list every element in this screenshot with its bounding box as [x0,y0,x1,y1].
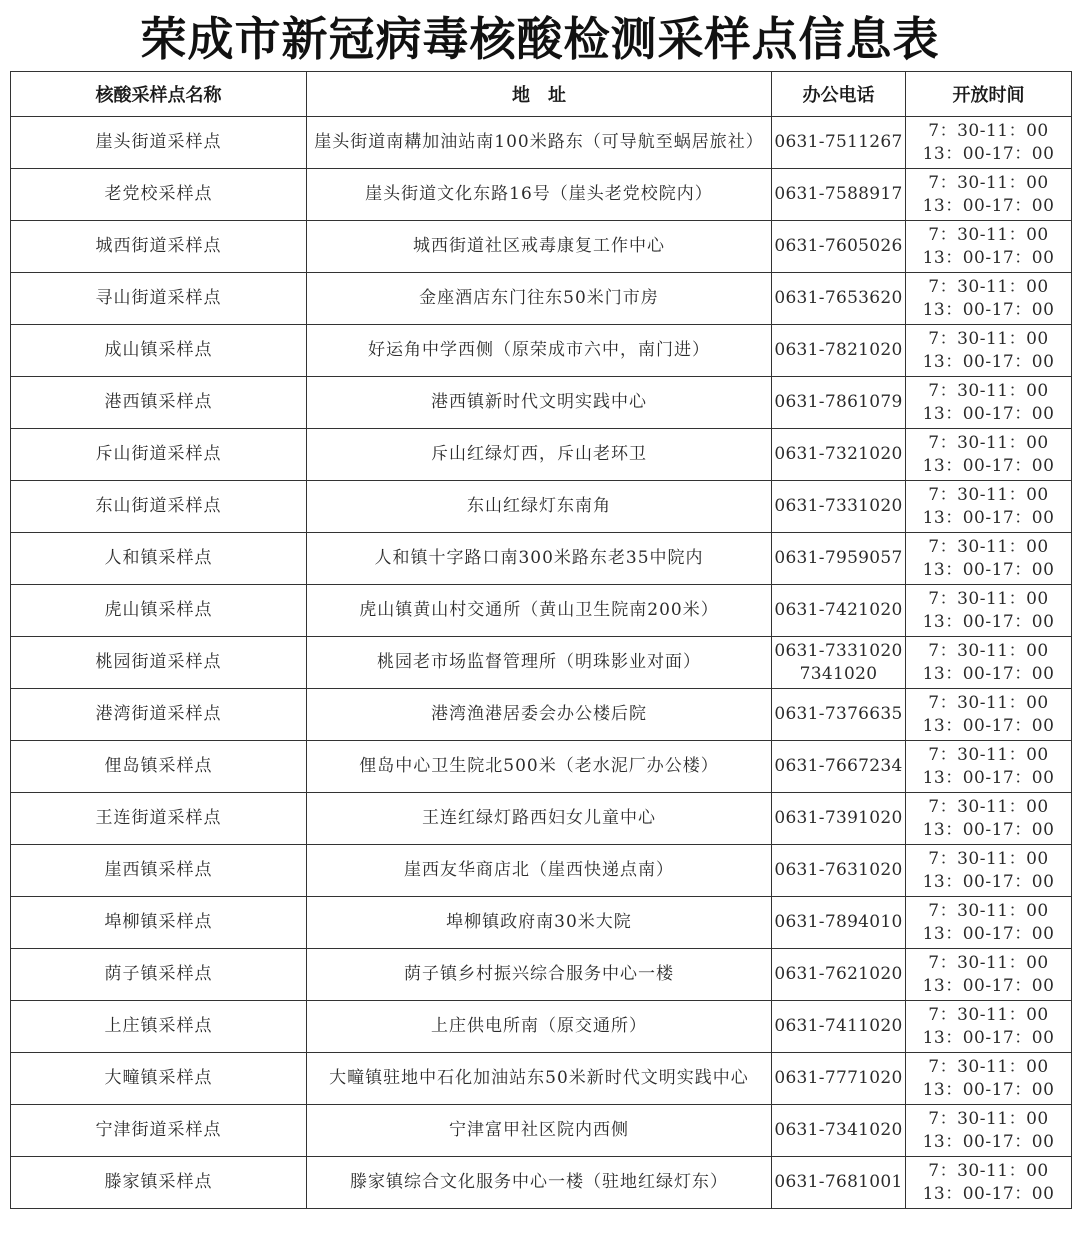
site-address: 好运角中学西侧（原荣成市六中，南门进） [307,325,772,377]
site-name: 港湾街道采样点 [11,689,307,741]
table-row [11,1001,1072,1053]
table-row [11,481,1072,533]
site-hours [906,689,1072,741]
morning-hours: 7：30-11：00 [928,380,1049,401]
header-name: 核酸采样点名称 [11,72,307,117]
site-name: 桃园街道采样点 [11,637,307,689]
site-name: 人和镇采样点 [11,533,307,585]
morning-hours: 7：30-11：00 [928,692,1049,713]
phone-number: 0631-7341020 [774,1120,903,1140]
page-title: 荣成市新冠病毒核酸检测采样点信息表 [140,12,940,66]
phone-number: 0631-7631020 [774,860,903,880]
site-phone [772,689,906,741]
morning-hours: 7：30-11：00 [928,172,1049,193]
site-name: 斥山街道采样点 [11,429,307,481]
table-row [11,1053,1072,1105]
site-hours [906,169,1072,221]
table-row [11,845,1072,897]
table-row [11,1105,1072,1157]
site-name: 成山镇采样点 [11,325,307,377]
site-address: 宁津富甲社区院内西侧 [307,1105,772,1157]
site-name: 崖西镇采样点 [11,845,307,897]
afternoon-hours: 13：00-17：00 [922,975,1055,996]
site-address: 滕家镇综合文化服务中心一楼（驻地红绿灯东） [307,1157,772,1209]
site-phone [772,429,906,481]
afternoon-hours: 13：00-17：00 [922,351,1055,372]
phone-number: 0631-7821020 [774,340,903,360]
morning-hours: 7：30-11：00 [928,588,1049,609]
phone-number: 0631-7376635 [774,704,903,724]
table-row [11,169,1072,221]
morning-hours: 7：30-11：00 [928,640,1049,661]
site-hours [906,637,1072,689]
table-row [11,637,1072,689]
morning-hours: 7：30-11：00 [928,796,1049,817]
site-address: 王连红绿灯路西妇女儿童中心 [307,793,772,845]
phone-number: 0631-7681001 [774,1172,903,1192]
afternoon-hours: 13：00-17：00 [922,1131,1055,1152]
table-row [11,897,1072,949]
afternoon-hours: 13：00-17：00 [922,611,1055,632]
afternoon-hours: 13：00-17：00 [922,1027,1055,1048]
morning-hours: 7：30-11：00 [928,328,1049,349]
afternoon-hours: 13：00-17：00 [922,299,1055,320]
site-hours [906,117,1072,169]
afternoon-hours: 13：00-17：00 [922,663,1055,684]
table-row [11,325,1072,377]
header-phone: 办公电话 [772,72,906,117]
site-address: 城西街道社区戒毒康复工作中心 [307,221,772,273]
site-hours [906,1157,1072,1209]
phone-number: 0631-7321020 [774,444,903,464]
site-address: 人和镇十字路口南300米路东老35中院内 [307,533,772,585]
afternoon-hours: 13：00-17：00 [922,507,1055,528]
site-address: 港湾渔港居委会办公楼后院 [307,689,772,741]
site-address: 崖头街道南耩加油站南100米路东（可导航至蜗居旅社） [307,117,772,169]
morning-hours: 7：30-11：00 [928,224,1049,245]
table-row [11,221,1072,273]
afternoon-hours: 13：00-17：00 [922,455,1055,476]
site-phone [772,481,906,533]
table-header-row [11,72,1072,117]
morning-hours: 7：30-11：00 [928,276,1049,297]
site-address: 荫子镇乡村振兴综合服务中心一楼 [307,949,772,1001]
afternoon-hours: 13：00-17：00 [922,247,1055,268]
phone-number: 0631-7588917 [774,184,903,204]
site-phone [772,897,906,949]
site-hours [906,429,1072,481]
afternoon-hours: 13：00-17：00 [922,403,1055,424]
table-body [11,117,1072,1209]
site-phone [772,1157,906,1209]
site-name: 寻山街道采样点 [11,273,307,325]
site-address: 斥山红绿灯西，斥山老环卫 [307,429,772,481]
phone-number: 7341020 [799,663,878,684]
afternoon-hours: 13：00-17：00 [922,559,1055,580]
site-address: 港西镇新时代文明实践中心 [307,377,772,429]
site-name: 宁津街道采样点 [11,1105,307,1157]
phone-number: 0631-7605026 [774,236,903,256]
site-address: 崖头街道文化东路16号（崖头老党校院内） [307,169,772,221]
site-hours [906,221,1072,273]
morning-hours: 7：30-11：00 [928,1004,1049,1025]
morning-hours: 7：30-11：00 [928,484,1049,505]
phone-number: 0631-7421020 [774,600,903,620]
table-row [11,1157,1072,1209]
table-row [11,533,1072,585]
site-phone [772,377,906,429]
site-hours [906,741,1072,793]
morning-hours: 7：30-11：00 [928,848,1049,869]
site-name: 上庄镇采样点 [11,1001,307,1053]
morning-hours: 7：30-11：00 [928,1160,1049,1181]
phone-number: 0631-7621020 [774,964,903,984]
site-phone [772,949,906,1001]
afternoon-hours: 13：00-17：00 [922,923,1055,944]
site-name: 俚岛镇采样点 [11,741,307,793]
site-hours [906,533,1072,585]
phone-number: 0631-7861079 [774,392,903,412]
morning-hours: 7：30-11：00 [928,536,1049,557]
site-phone [772,741,906,793]
site-address: 俚岛中心卫生院北500米（老水泥厂办公楼） [307,741,772,793]
morning-hours: 7：30-11：00 [928,120,1049,141]
phone-number: 0631-7511267 [774,132,903,152]
phone-number: 0631-7667234 [774,756,903,776]
sampling-sites-table [10,71,1072,1209]
site-name: 王连街道采样点 [11,793,307,845]
morning-hours: 7：30-11：00 [928,432,1049,453]
morning-hours: 7：30-11：00 [928,1108,1049,1129]
afternoon-hours: 13：00-17：00 [922,715,1055,736]
site-hours [906,585,1072,637]
site-hours [906,481,1072,533]
table-row [11,689,1072,741]
phone-number: 0631-7331020 [774,496,903,516]
site-phone [772,221,906,273]
phone-number: 0631-7653620 [774,288,903,308]
site-phone [772,117,906,169]
site-phone [772,585,906,637]
phone-number: 0631-7771020 [774,1068,903,1088]
site-address: 东山红绿灯东南角 [307,481,772,533]
site-address: 埠柳镇政府南30米大院 [307,897,772,949]
site-address: 虎山镇黄山村交通所（黄山卫生院南200米） [307,585,772,637]
site-phone [772,637,906,689]
phone-number: 0631-7894010 [774,912,903,932]
site-address: 上庄供电所南（原交通所） [307,1001,772,1053]
site-name: 埠柳镇采样点 [11,897,307,949]
site-name: 老党校采样点 [11,169,307,221]
afternoon-hours: 13：00-17：00 [922,819,1055,840]
site-hours [906,1105,1072,1157]
site-hours [906,273,1072,325]
phone-number: 0631-7391020 [774,808,903,828]
site-phone [772,533,906,585]
site-name: 崖头街道采样点 [11,117,307,169]
afternoon-hours: 13：00-17：00 [922,767,1055,788]
site-address: 金座酒店东门往东50米门市房 [307,273,772,325]
site-phone [772,1053,906,1105]
header-hours: 开放时间 [906,72,1072,117]
table-row [11,949,1072,1001]
afternoon-hours: 13：00-17：00 [922,143,1055,164]
table-row [11,377,1072,429]
site-phone [772,793,906,845]
site-name: 大疃镇采样点 [11,1053,307,1105]
table-row [11,273,1072,325]
site-phone [772,169,906,221]
table-row [11,117,1072,169]
table-row [11,793,1072,845]
morning-hours: 7：30-11：00 [928,900,1049,921]
phone-number: 0631-7959057 [774,548,903,568]
site-hours [906,897,1072,949]
site-name: 东山街道采样点 [11,481,307,533]
site-address: 桃园老市场监督管理所（明珠影业对面） [307,637,772,689]
phone-number: 0631-7331020 [774,640,903,661]
afternoon-hours: 13：00-17：00 [922,195,1055,216]
site-name: 城西街道采样点 [11,221,307,273]
site-phone [772,1105,906,1157]
header-address: 地 址 [307,72,772,117]
site-hours [906,949,1072,1001]
site-hours [906,793,1072,845]
site-phone [772,1001,906,1053]
site-hours [906,377,1072,429]
morning-hours: 7：30-11：00 [928,1056,1049,1077]
site-hours [906,1053,1072,1105]
site-phone [772,273,906,325]
phone-number: 0631-7411020 [774,1016,903,1036]
site-name: 滕家镇采样点 [11,1157,307,1209]
site-address: 崖西友华商店北（崖西快递点南） [307,845,772,897]
afternoon-hours: 13：00-17：00 [922,1183,1055,1204]
site-phone [772,325,906,377]
site-hours [906,845,1072,897]
morning-hours: 7：30-11：00 [928,744,1049,765]
table-row [11,741,1072,793]
afternoon-hours: 13：00-17：00 [922,1079,1055,1100]
afternoon-hours: 13：00-17：00 [922,871,1055,892]
morning-hours: 7：30-11：00 [928,952,1049,973]
table-row [11,585,1072,637]
site-name: 港西镇采样点 [11,377,307,429]
site-name: 虎山镇采样点 [11,585,307,637]
table-row [11,429,1072,481]
site-phone [772,845,906,897]
site-address: 大疃镇驻地中石化加油站东50米新时代文明实践中心 [307,1053,772,1105]
site-hours [906,1001,1072,1053]
site-hours [906,325,1072,377]
site-name: 荫子镇采样点 [11,949,307,1001]
